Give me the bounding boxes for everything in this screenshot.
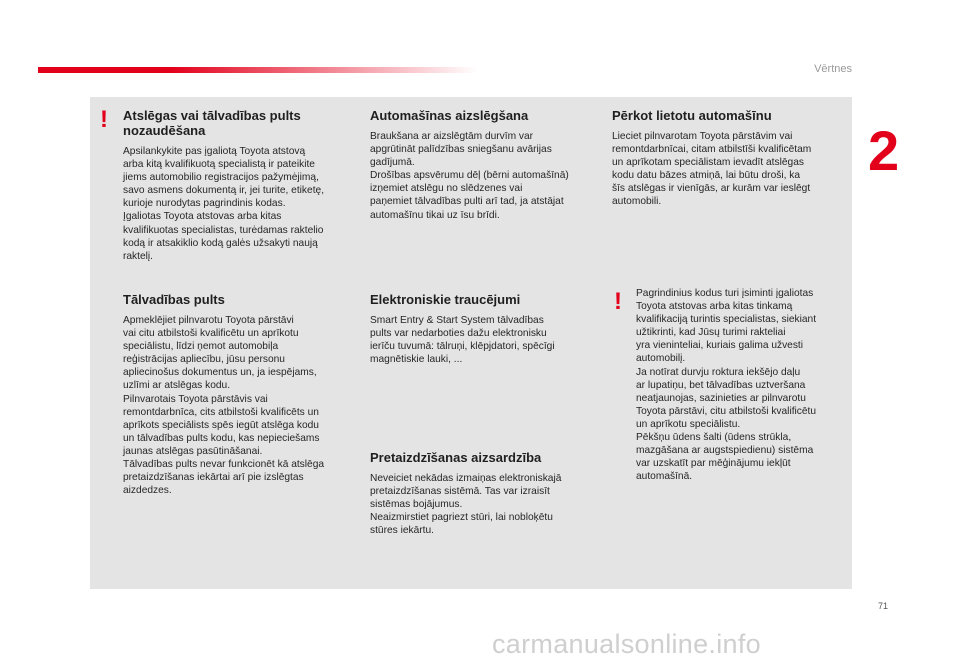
section-heading: Atslēgas vai tālvadības pults nozaudēšana: [123, 108, 301, 138]
warning-icon: !: [100, 106, 108, 133]
page-number: 71: [878, 601, 889, 611]
section-text: Braukšana ar aizslēgtām durvīm var apgrūtināt palīdzības sniegšanu avārijas gadījumā. Drošības apsvērumu dēļ (bērni automašīnā) izņemiet atslēgu no slēdzenes vai paņemiet tālvadības pulti arī tad, ja atstājat automašīnu tikai uz īsu brīdi.: [370, 131, 569, 221]
section-title: Vērtnes: [814, 63, 852, 75]
section-text: Apmeklējiet pilnvarotu Toyota pārstāvi vai citu atbilstoši kvalificētu un aprīkotu speciālistu, līdzi ņemot automobiļa reģistrācijas apliecību, jūsu personu apliecinošus dokumentus un, ja iespējams, uzlīmi ar atslēgas kodu. Pilnvarotais Toyota pārstāvis vai remontdarbnīca, cits atbilstoši kvalificēts un aprīkots speciālists spēs iegūt atslēga kodu un tālvadības pults kodu, kas nepieciešams jaunas atslēgas pasūtināšanai. Tālvadības pults nevar funkcionēt kā atslēga pretaizdzīšanas iekārtai arī pie izslēgtas aizdedzes.: [123, 315, 325, 497]
section-remote-control: [123, 292, 353, 497]
section-locking: [370, 108, 602, 222]
section-text: Apsilankykite pas įgaliotą Toyota atstovą arba kitą kvalifikuotą specialistą ir pateikite jiems automobilio registracijos pažymėjimą, savo asmens dokumentą ir, jei turite, etiketę, kurioje nurodytas pagrindinis kodas. Įgaliotas Toyota atstovas arba kitas kvalifikuotas specialistas, turėdamas raktelio kodą ir atsakiklio kodą galės užsakyti naują raktelį.: [123, 146, 325, 262]
section-electronic-interference: [370, 292, 602, 366]
watermark: carmanualsonline.info: [492, 629, 761, 659]
section-heading: Tālvadības pults: [123, 292, 225, 307]
section-heading: Automašīnas aizslēgšana: [370, 108, 529, 123]
chapter-number: 2: [868, 119, 900, 182]
section-text: Smart Entry & Start System tālvadības pults var nedarboties dažu elektronisku ierīču tuvumā: tālruņi, klēpjdatori, spēcīgi magnētiskie lauki, ...: [370, 315, 555, 366]
section-text: Pagrindinius kodus turi įsiminti įgaliotas Toyota atstovas arba kitas tinkamą kvalifikaciją turintis specialistas, siekiant užtikrinti, kad Jūsų turimi rakteliai yra vieninteliai, kuriais galima užvesti automobilį. Ja notīrat durvju roktura iekšējo daļu ar lupatiņu, bet tālvadības uztveršana neatjaunojas, sazinieties ar pilnvarotu Toyota pārstāvi, citu atbilstoši kvalificētu un aprīkotu speciālistu. Pēkšņu ūdens šalti (ūdens strūkla, mazgāšana ar augstspiedienu) sistēma var uzskatīt par mēģinājumu iekļūt automašīnā.: [636, 288, 817, 483]
section-lost-key: [123, 108, 353, 263]
section-heading: Pērkot lietotu automašīnu: [612, 108, 772, 123]
header-accent-bar: [38, 67, 478, 73]
section-used-car: [612, 108, 844, 209]
section-heading: Elektroniskie traucējumi: [370, 292, 521, 307]
warning-icon: !: [614, 288, 622, 315]
section-heading: Pretaizdzīšanas aizsardzība: [370, 450, 542, 465]
section-anti-theft: [370, 450, 602, 537]
section-text: Lieciet pilnvarotam Toyota pārstāvim vai remontdarbnīcai, citam atbilstīši kvalificētam un aprīkotam speciālistam ievadīt atslēgas kodu datu bāzes atmiņā, lai būtu droši, ka šīs atslēgas ir vienīgās, ar kurām var ieslēgt automobili.: [612, 131, 812, 208]
section-text: Neveiciet nekādas izmaiņas elektroniskajā pretaizdzīšanas sistēmā. Tas var izraisīt sistēmas bojājumus. Neaizmirstiet pagriezt stūri, lai nobloķētu stūres iekārtu.: [370, 473, 562, 537]
section-key-codes-warning: [636, 287, 848, 483]
